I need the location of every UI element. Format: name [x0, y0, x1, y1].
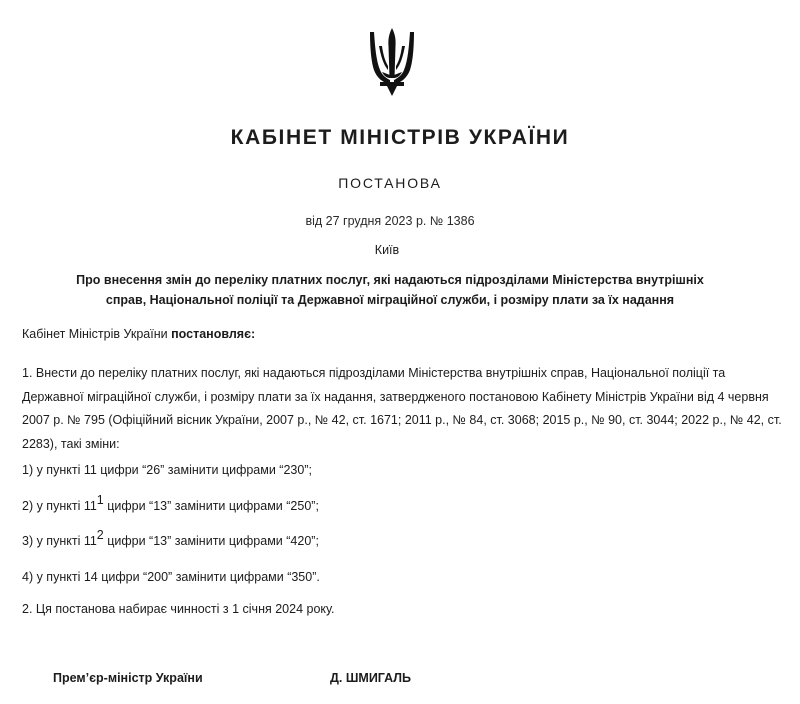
document-date-number: від 27 грудня 2023 р. № 1386 — [305, 214, 475, 228]
subject-line-2: справ, Національної поліції та Державної міграційної служби, і розміру плати за їх надання — [105, 293, 675, 307]
paragraph-1: 1. Внести до переліку платних послуг, які надаються підрозділами Міністерства внутрішніх справ, Національної поліції та Державної міграційної служби, і розміру плати за їх надання, затвердженого постановою Кабінету Міністрів України від 4 червня 2007 р. № 795 (Офіційний вісник України, 2007 р., № 42, ст. 1671; 2011 р., № 84, ст. 3068; 2015 р., № 90, ст. 3044; 2022 р., № 42, ст. 2283), такі зміни: — [22, 366, 782, 451]
item-suffix: цифри “200” замінити цифрами “350”. — [97, 570, 320, 584]
signatory-position: Прем’єр-міністр України — [53, 671, 203, 685]
list-item — [22, 570, 320, 584]
paragraph-2: 2. Ця постанова набирає чинності з 1 січня 2024 року. — [22, 602, 335, 616]
item-superscript: 2 — [96, 528, 104, 542]
list-item — [22, 528, 319, 548]
item-prefix: 3) у пункті 11 — [22, 534, 97, 548]
item-suffix: цифри “13” замінити цифрами “250”; — [103, 499, 319, 513]
document-city: Київ — [374, 243, 400, 257]
item-prefix: 1) у пункті 11 — [22, 463, 97, 477]
item-prefix: 2) у пункті 11 — [22, 499, 97, 513]
item-suffix: цифри “13” замінити цифрами “420”; — [103, 534, 319, 548]
item-suffix: цифри “26” замінити цифрами “230”; — [96, 463, 312, 477]
subject-line-1: Про внесення змін до переліку платних послуг, які надаються підрозділами Міністерства внутрішніх — [76, 273, 704, 287]
signatory-name: Д. ШМИГАЛЬ — [330, 671, 412, 685]
organization-title: КАБІНЕТ МІНІСТРІВ УКРАЇНИ — [230, 126, 570, 149]
preamble-decision: постановляє: — [171, 327, 256, 341]
list-item — [22, 493, 319, 513]
item-superscript: 1 — [96, 493, 104, 507]
trident-icon — [366, 26, 418, 98]
document-subject — [40, 270, 740, 310]
item-prefix: 4) у пункті 14 — [22, 570, 98, 584]
preamble-text: Кабінет Міністрів України — [22, 327, 172, 341]
list-item — [22, 463, 312, 477]
preamble — [22, 327, 255, 341]
document-type: ПОСТАНОВА — [338, 175, 442, 191]
